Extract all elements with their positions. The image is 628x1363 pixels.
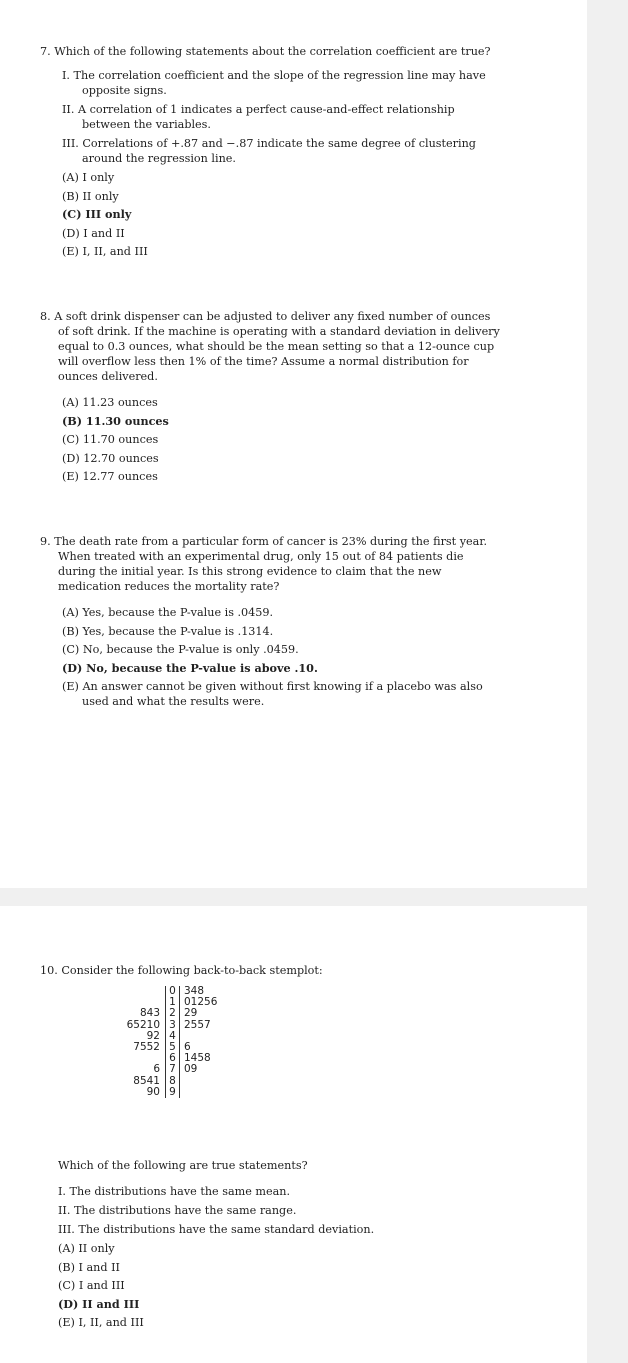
question-8-choices <box>62 395 500 484</box>
stemplot-stem: 6 <box>165 1053 180 1064</box>
stemplot-right-leaves <box>180 1087 184 1098</box>
stemplot-stem: 5 <box>165 1042 180 1053</box>
statement-item: I. The correlation coefficient and the slope of the regression line may have opposite signs. <box>62 69 486 97</box>
stemplot-left-leaves: 6 <box>153 1063 160 1076</box>
question-7-choices <box>62 170 500 259</box>
stemplot-row <box>40 1064 217 1075</box>
question-7-stem: 7. Which of the following statements about the correlation coefficient are true? <box>40 45 491 58</box>
answer-choice-c[interactable]: (C) I and III <box>58 1279 125 1293</box>
question-10-body <box>40 1158 500 1334</box>
stemplot-stem: 4 <box>165 1031 180 1042</box>
answer-choice-e[interactable]: (E) I, II, and III <box>58 1316 144 1330</box>
stemplot-row <box>40 1008 217 1019</box>
question-8-stem: 8. A soft drink dispenser can be adjusted to deliver any fixed number of ounces of soft drink. If the machine is operating with a standard deviation in delivery equal to 0.3 ounces, what should be the mean setting so that a 12-ounce cup will overflow less then 1% of the time? Assume a normal distribution for ounces delivered. <box>40 310 500 383</box>
answer-choice-e[interactable]: (E) I, II, and III <box>62 245 148 259</box>
answer-choice-d[interactable]: (D) I and II <box>62 226 125 240</box>
statement-item: III. The distributions have the same standard deviation. <box>58 1223 375 1236</box>
stemplot-left-leaves: 843 <box>139 1007 160 1020</box>
statement-item: II. The distributions have the same range. <box>58 1204 297 1217</box>
answer-choice-c[interactable]: (C) No, because the P-value is only .0459. <box>62 643 299 657</box>
document-page-2 <box>0 906 587 1363</box>
stemplot-stem: 7 <box>165 1064 180 1075</box>
stemplot-row <box>40 1087 217 1098</box>
stemplot-left-leaves <box>40 1053 165 1064</box>
answer-choice-e[interactable]: (E) An answer cannot be given without first knowing if a placebo was also used and what the results were. <box>62 680 483 709</box>
answer-choice-a[interactable]: (A) I only <box>62 171 115 184</box>
stemplot-right-leaves: 29 <box>184 1007 198 1020</box>
answer-choice-d[interactable]: (D) No, because the P-value is above .10. <box>62 660 318 675</box>
back-to-back-stemplot <box>40 986 217 1098</box>
stemplot-row <box>40 1020 217 1031</box>
answer-choice-c[interactable]: (C) III only <box>62 207 132 222</box>
stemplot-stem: 0 <box>165 986 180 997</box>
stemplot-right-leaves: 09 <box>184 1063 198 1076</box>
answer-choice-d[interactable]: (D) II and III <box>58 1296 140 1311</box>
answer-choice-e[interactable]: (E) 12.77 ounces <box>62 470 158 484</box>
question-10-prompt-block <box>58 1158 496 1330</box>
question-9 <box>40 534 500 713</box>
statement-item: III. Correlations of +.87 and −.87 indicate the same degree of clustering around the regression line. <box>62 137 476 165</box>
answer-choice-b[interactable]: (B) Yes, because the P-value is .1314. <box>62 624 274 638</box>
stemplot-stem: 3 <box>165 1020 180 1031</box>
answer-choice-a[interactable]: (A) 11.23 ounces <box>62 396 158 409</box>
stemplot-right-leaves: 6 <box>184 1040 191 1053</box>
question-10 <box>40 963 500 978</box>
question-9-stem: 9. The death rate from a particular form of cancer is 23% during the first year. When treated with an experimental drug, only 15 out of 84 patients die during the initial year. Is this strong evidence to claim that the new medication reduces the mortality rate? <box>40 535 487 593</box>
answer-choice-b[interactable]: (B) II only <box>62 189 119 203</box>
stemplot-row <box>40 1076 217 1087</box>
stemplot-right-leaves: 2557 <box>184 1018 211 1031</box>
stemplot-left-leaves: 8541 <box>133 1074 160 1087</box>
answer-choice-b[interactable]: (B) I and II <box>58 1260 120 1274</box>
statement-item: II. A correlation of 1 indicates a perfect cause-and-effect relationship between the variables. <box>62 103 455 131</box>
statement-item: I. The distributions have the same mean. <box>58 1185 291 1198</box>
stemplot-stem: 8 <box>165 1076 180 1087</box>
question-10-stem: 10. Consider the following back-to-back stemplot: <box>40 964 323 977</box>
stemplot-stem: 1 <box>165 997 180 1008</box>
question-8 <box>40 309 500 488</box>
question-7 <box>40 44 500 263</box>
answer-choice-a[interactable]: (A) Yes, because the P-value is .0459. <box>62 606 274 619</box>
stemplot-stem: 2 <box>165 1008 180 1019</box>
question-10-prompt: Which of the following are true statements? <box>58 1159 308 1172</box>
stemplot-left-leaves: 92 <box>146 1029 160 1042</box>
stemplot-left-leaves <box>40 986 165 997</box>
answer-choice-a[interactable]: (A) II only <box>58 1242 115 1255</box>
answer-choice-b[interactable]: (B) 11.30 ounces <box>62 413 169 428</box>
stemplot-right-leaves <box>180 1076 184 1087</box>
stemplot-left-leaves: 90 <box>146 1085 160 1098</box>
stemplot-right-leaves: 348 <box>184 985 205 997</box>
stemplot-right-leaves: 01256 <box>184 996 218 1009</box>
question-9-choices <box>62 605 500 709</box>
answer-choice-d[interactable]: (D) 12.70 ounces <box>62 451 159 465</box>
stemplot-right-leaves: 1458 <box>184 1052 211 1065</box>
question-7-statements <box>62 68 500 166</box>
stemplot-stem: 9 <box>165 1087 180 1098</box>
stemplot-left-leaves: 7552 <box>133 1040 160 1053</box>
stemplot-left-leaves: 65210 <box>126 1018 160 1031</box>
answer-choice-c[interactable]: (C) 11.70 ounces <box>62 433 159 447</box>
